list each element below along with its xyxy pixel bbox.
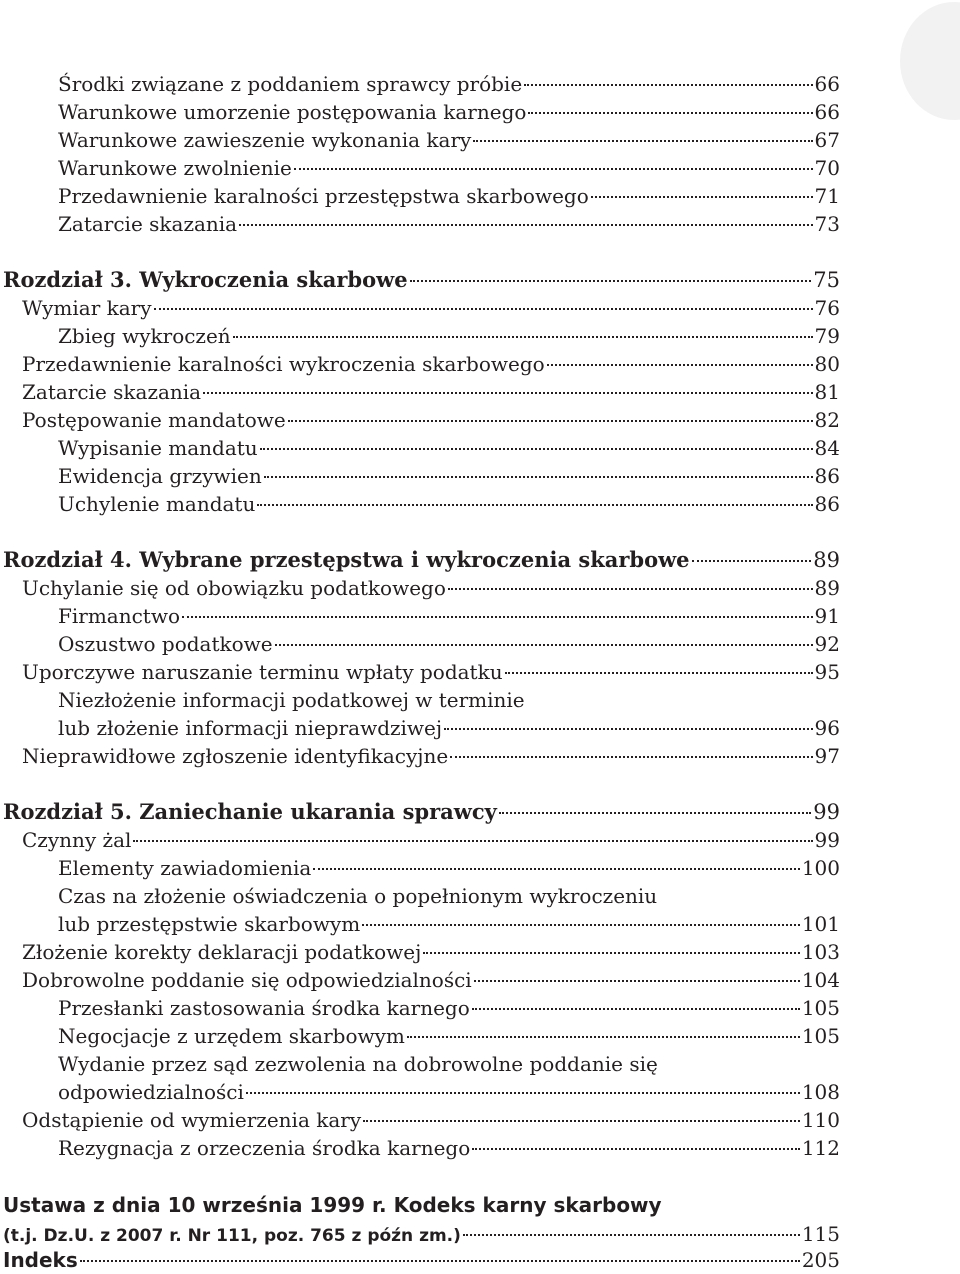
toc-leader-dots xyxy=(450,755,812,758)
toc-leader-dots xyxy=(80,1259,800,1262)
chapter-3-title: Rozdział 3. Wykroczenia skarbowe xyxy=(3,267,408,292)
toc-entry-title: Oszustwo podatkowe xyxy=(58,632,273,656)
toc-entry-page: 110 xyxy=(801,1108,840,1132)
toc-entry[interactable] xyxy=(0,602,960,630)
toc-entry-page: 82 xyxy=(814,408,840,432)
toc-entry[interactable] xyxy=(0,714,960,742)
toc-entry[interactable] xyxy=(0,938,960,966)
toc-entry[interactable] xyxy=(0,322,960,350)
chapter-5-page: 99 xyxy=(813,800,840,824)
toc-entry-page: 81 xyxy=(814,380,840,404)
toc-entry-title: Uchylenie mandatu xyxy=(58,492,256,516)
toc-entry[interactable] xyxy=(0,1078,960,1106)
toc-leader-dots xyxy=(233,335,813,338)
toc-entry-title: Warunkowe zawieszenie wykonania kary xyxy=(58,128,472,152)
toc-entry-title-line1: Czas na złożenie oświadczenia o popełnionym wykroczeniu xyxy=(58,884,658,908)
toc-leader-dots xyxy=(444,727,812,730)
toc-entry-page: 96 xyxy=(814,716,840,740)
toc-entry[interactable] xyxy=(0,210,960,238)
toc-entry-title: Przedawnienie karalności wykroczenia skarbowego xyxy=(22,352,545,376)
toc-entry-page: 70 xyxy=(814,156,840,180)
index-title: Indeks xyxy=(3,1248,78,1272)
toc-statute-title[interactable] xyxy=(0,1191,960,1219)
toc-entry-title: Wypisanie mandatu xyxy=(58,436,258,460)
chapter-4-page: 89 xyxy=(813,548,840,572)
toc-leader-dots xyxy=(474,979,800,982)
toc-entry[interactable] xyxy=(0,1022,960,1050)
toc-entry[interactable] xyxy=(0,1134,960,1162)
toc-entry-page: 66 xyxy=(814,72,840,96)
toc-entry-page: 99 xyxy=(814,828,840,852)
toc-entry-title: Odstąpienie od wymierzenia kary xyxy=(22,1108,362,1132)
toc-entry-page: 103 xyxy=(801,940,840,964)
toc-leader-dots xyxy=(472,1007,800,1010)
chapter-4-title: Rozdział 4. Wybrane przestępstwa i wykroczenia skarbowe xyxy=(3,547,690,572)
toc-entry-title: Środki związane z poddaniem sprawcy próbie xyxy=(58,72,523,96)
toc-entry-multiline[interactable] xyxy=(0,686,960,714)
toc-entry-title: Nieprawidłowe zgłoszenie identyfikacyjne xyxy=(22,744,449,768)
toc-entry-title: Uporczywe naruszanie terminu wpłaty podatku xyxy=(22,660,503,684)
toc-chapter-heading[interactable] xyxy=(0,798,960,826)
toc-entry-title: Negocjacje z urzędem skarbowym xyxy=(58,1024,405,1048)
toc-leader-dots xyxy=(591,195,813,198)
toc-entry[interactable] xyxy=(0,434,960,462)
toc-entry-title: Firmanctwo xyxy=(58,604,181,628)
toc-entry[interactable] xyxy=(0,1220,960,1248)
toc-entry-title: Warunkowe zwolnienie xyxy=(58,156,292,180)
statute-title-line2: (t.j. Dz.U. z 2007 r. Nr 111, poz. 765 z późn zm.) xyxy=(3,1226,461,1246)
toc-entry[interactable] xyxy=(0,630,960,658)
toc-entry-page: 104 xyxy=(801,968,840,992)
toc-leader-dots xyxy=(524,83,812,86)
toc-entry-title: Zatarcie skazania xyxy=(22,380,202,404)
toc-leader-dots xyxy=(275,643,813,646)
toc-entry-page: 67 xyxy=(814,128,840,152)
toc-entry-page: 112 xyxy=(801,1136,840,1160)
toc-entry-title: Czynny żal xyxy=(22,828,132,852)
toc-leader-dots xyxy=(257,503,812,506)
toc-entry[interactable] xyxy=(0,742,960,770)
toc-entry-title: Dobrowolne poddanie się odpowiedzialności xyxy=(22,968,472,992)
toc-leader-dots xyxy=(203,391,812,394)
toc-chapter-heading[interactable] xyxy=(0,546,960,574)
toc-entry-page: 105 xyxy=(801,1024,840,1048)
toc-entry-page: 97 xyxy=(814,744,840,768)
toc-entry-multiline[interactable] xyxy=(0,882,960,910)
toc-entry-page: 86 xyxy=(814,492,840,516)
toc-entry[interactable] xyxy=(0,910,960,938)
toc-entry-title-line1: Wydanie przez sąd zezwolenia na dobrowolne poddanie się xyxy=(58,1052,658,1076)
toc-entry-page: 84 xyxy=(814,436,840,460)
toc-entry-page: 86 xyxy=(814,464,840,488)
toc-entry-title-line2: odpowiedzialności xyxy=(58,1080,244,1104)
toc-entry-page: 100 xyxy=(801,856,840,880)
toc-entry[interactable] xyxy=(0,994,960,1022)
toc-leader-dots xyxy=(154,307,813,310)
toc-leader-dots xyxy=(423,951,800,954)
toc-entry[interactable] xyxy=(0,98,960,126)
toc-entry[interactable] xyxy=(0,294,960,322)
toc-entry-page: 66 xyxy=(814,100,840,124)
toc-entry[interactable] xyxy=(0,854,960,882)
toc-entry-page: 79 xyxy=(814,324,840,348)
toc-entry-page: 91 xyxy=(814,604,840,628)
toc-leader-dots xyxy=(239,223,812,226)
toc-entry-title: Zbieg wykroczeń xyxy=(58,324,231,348)
toc-leader-dots xyxy=(499,811,811,814)
toc-leader-dots xyxy=(363,1119,800,1122)
toc-entry-page: 92 xyxy=(814,632,840,656)
toc-leader-dots xyxy=(362,923,800,926)
toc-entry-page: 108 xyxy=(801,1080,840,1104)
toc-entry[interactable] xyxy=(0,462,960,490)
toc-entry-title: Warunkowe umorzenie postępowania karnego xyxy=(58,100,527,124)
toc-entry[interactable] xyxy=(0,574,960,602)
toc-entry[interactable] xyxy=(0,1106,960,1134)
toc-entry-page: 101 xyxy=(801,912,840,936)
toc-entry-title: Wymiar kary xyxy=(22,296,152,320)
toc-entry-title: Postępowanie mandatowe xyxy=(22,408,286,432)
toc-entry[interactable] xyxy=(0,966,960,994)
chapter-3-page: 75 xyxy=(813,268,840,292)
toc-entry-page: 205 xyxy=(801,1248,840,1272)
toc-leader-dots xyxy=(260,447,813,450)
toc-leader-dots xyxy=(472,1147,800,1150)
toc-entry-multiline[interactable] xyxy=(0,1050,960,1078)
toc-leader-dots xyxy=(505,671,813,674)
toc-entry-page: 95 xyxy=(814,660,840,684)
toc-leader-dots xyxy=(133,839,812,842)
toc-entry-page: 76 xyxy=(814,296,840,320)
toc-entry[interactable] xyxy=(0,826,960,854)
toc-entry[interactable] xyxy=(0,490,960,518)
toc-leader-dots xyxy=(692,559,812,562)
toc-leader-dots xyxy=(294,167,813,170)
toc-entry[interactable] xyxy=(0,182,960,210)
toc-leader-dots xyxy=(246,1091,800,1094)
toc-entry-title: Rezygnacja z orzeczenia środka karnego xyxy=(58,1136,471,1160)
toc-leader-dots xyxy=(473,139,812,142)
toc-leader-dots xyxy=(528,111,812,114)
toc-entry-title: Przedawnienie karalności przestępstwa skarbowego xyxy=(58,184,589,208)
toc-entry-title-line1: Niezłożenie informacji podatkowej w terminie xyxy=(58,688,525,712)
toc-leader-dots xyxy=(448,587,813,590)
toc-entry-title: Uchylanie się od obowiązku podatkowego xyxy=(22,576,446,600)
toc-entry[interactable] xyxy=(0,658,960,686)
toc-leader-dots xyxy=(182,615,813,618)
toc-chapter-heading[interactable] xyxy=(0,266,960,294)
toc-leader-dots xyxy=(410,279,812,282)
toc-entry-title: Ewidencja grzywien xyxy=(58,464,262,488)
toc-entry-title: Przesłanki zastosowania środka karnego xyxy=(58,996,470,1020)
toc-entry-page: 105 xyxy=(801,996,840,1020)
toc-entry[interactable] xyxy=(0,126,960,154)
toc-entry[interactable] xyxy=(0,378,960,406)
toc-entry-title-line2: lub przestępstwie skarbowym xyxy=(58,912,361,936)
toc-leader-dots xyxy=(463,1233,800,1236)
toc-entry[interactable] xyxy=(0,350,960,378)
toc-entry[interactable] xyxy=(0,70,960,98)
chapter-5-title: Rozdział 5. Zaniechanie ukarania sprawcy xyxy=(3,799,497,824)
toc-leader-dots xyxy=(288,419,813,422)
toc-leader-dots xyxy=(547,363,813,366)
statute-title-line1: Ustawa z dnia 10 września 1999 r. Kodeks karny skarbowy xyxy=(3,1193,662,1217)
toc-leader-dots xyxy=(407,1035,800,1038)
toc-entry-title: Złożenie korekty deklaracji podatkowej xyxy=(22,940,422,964)
toc-entry-title: Elementy zawiadomienia xyxy=(58,856,312,880)
toc-entry-page: 89 xyxy=(814,576,840,600)
toc-entry[interactable] xyxy=(0,406,960,434)
toc-entry-page: 71 xyxy=(814,184,840,208)
toc-entry-title-line2: lub złożenie informacji nieprawdziwej xyxy=(58,716,443,740)
toc-leader-dots xyxy=(264,475,813,478)
toc-entry-page: 80 xyxy=(814,352,840,376)
toc-entry[interactable] xyxy=(0,1246,960,1274)
toc-entry[interactable] xyxy=(0,154,960,182)
toc-leader-dots xyxy=(313,867,799,870)
toc-entry-page: 73 xyxy=(814,212,840,236)
toc-entry-page: 115 xyxy=(801,1222,840,1246)
toc-entry-title: Zatarcie skazania xyxy=(58,212,238,236)
